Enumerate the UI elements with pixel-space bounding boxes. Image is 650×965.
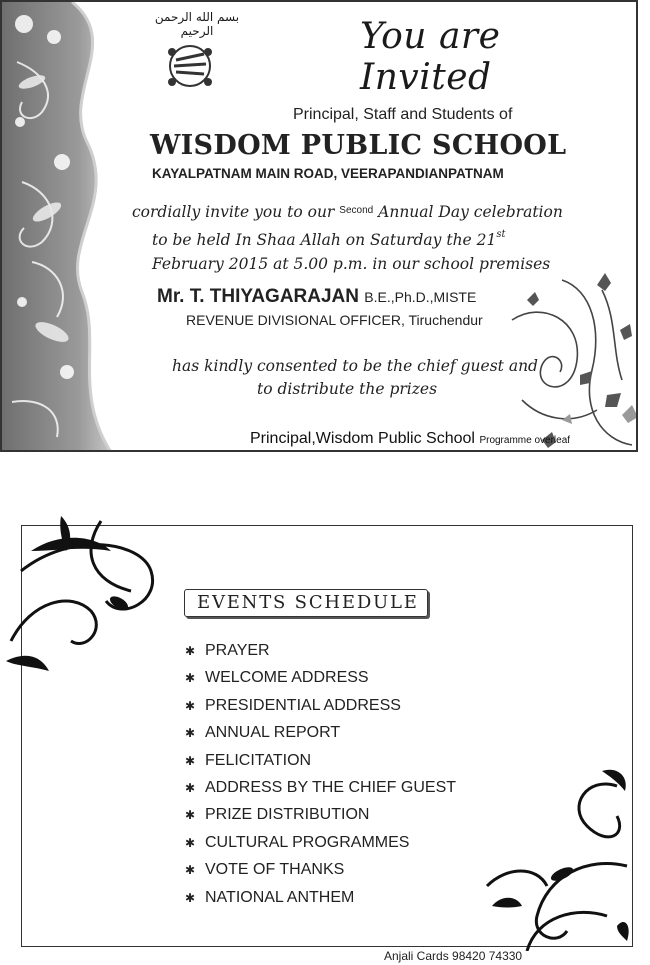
floral-side-band xyxy=(2,2,172,452)
event-item xyxy=(185,719,456,746)
consent-line-1: has kindly consented to be the chief guest and xyxy=(172,357,538,375)
star-bullet-icon: ✱ xyxy=(185,780,196,795)
chief-guest-designation: REVENUE DIVISIONAL OFFICER, Tiruchendur xyxy=(186,312,483,328)
invitation-heading: You are Invited xyxy=(360,16,501,98)
star-bullet-icon: ✱ xyxy=(185,863,196,878)
event-item xyxy=(185,664,456,691)
swirl-ornament-top-left xyxy=(1,511,191,691)
swirl-ornament-bottom-right xyxy=(467,766,633,951)
schedule-card xyxy=(21,525,633,963)
school-name: WISDOM PUBLIC SCHOOL xyxy=(150,130,567,161)
floral-corner-ornament xyxy=(502,260,638,452)
signature-line xyxy=(250,430,570,448)
invitation-line-1 xyxy=(132,203,563,221)
star-bullet-icon: ✱ xyxy=(185,644,196,658)
star-bullet-icon: ✱ xyxy=(185,671,196,686)
event-item xyxy=(185,747,456,774)
event-label: CULTURAL PROGRAMMES xyxy=(205,833,410,851)
event-label: PRESIDENTIAL ADDRESS xyxy=(205,696,401,714)
consent-line-2: to distribute the prizes xyxy=(257,380,438,398)
chief-guest-name: Mr. T. THIYAGARAJAN xyxy=(157,286,359,307)
invitation-line-1-end: Annual Day celebration xyxy=(378,203,563,221)
bismillah-calligraphy: بسم الله الرحمن الرحيم xyxy=(154,10,240,38)
school-address: KAYALPATNAM MAIN ROAD, VEERAPANDIANPATNAM xyxy=(152,166,504,181)
event-item xyxy=(185,884,456,911)
event-label: PRAYER xyxy=(205,642,270,659)
event-item xyxy=(185,637,456,664)
invitation-card xyxy=(0,0,638,452)
schedule-title: EVENTS SCHEDULE xyxy=(197,592,419,613)
star-bullet-icon: ✱ xyxy=(185,698,196,713)
chief-guest xyxy=(157,286,476,308)
date-suffix: st xyxy=(496,229,506,240)
overleaf-note: Programme overleaf xyxy=(479,435,571,446)
star-bullet-icon: ✱ xyxy=(185,808,196,823)
event-item xyxy=(185,801,456,828)
event-label: NATIONAL ANTHEM xyxy=(205,888,355,906)
event-item xyxy=(185,692,456,719)
hosts-line: Principal, Staff and Students of xyxy=(293,106,513,123)
printer-credit: Anjali Cards 98420 74330 xyxy=(384,949,523,963)
event-item xyxy=(185,856,456,883)
star-bullet-icon: ✱ xyxy=(185,726,196,741)
invitation-line-2 xyxy=(152,229,506,249)
star-bullet-icon: ✱ xyxy=(185,835,196,850)
event-label: PRIZE DISTRIBUTION xyxy=(205,806,370,824)
event-label: ADDRESS BY THE CHIEF GUEST xyxy=(205,778,457,796)
event-label: ANNUAL REPORT xyxy=(205,724,341,742)
event-item xyxy=(185,829,456,856)
invitation-line-2-text: to be held In Shaa Allah on Saturday the 21 xyxy=(152,231,497,249)
events-list xyxy=(185,637,456,911)
ordinal-word: Second xyxy=(339,205,374,216)
event-item xyxy=(185,774,456,801)
event-label: VOTE OF THANKS xyxy=(205,861,345,879)
invitation-line-1-start: cordially invite you to our xyxy=(132,203,335,221)
invitation-line-3: February 2015 at 5.00 p.m. in our school premises xyxy=(152,255,551,273)
school-logo xyxy=(162,40,218,92)
star-bullet-icon: ✱ xyxy=(185,890,196,905)
event-label: FELICITATION xyxy=(205,751,312,769)
event-label: WELCOME ADDRESS xyxy=(205,669,369,687)
chief-guest-qualification: B.E.,Ph.D.,MISTE xyxy=(364,289,477,305)
star-bullet-icon: ✱ xyxy=(185,753,196,768)
principal-signature: Principal,Wisdom Public School xyxy=(250,430,475,447)
